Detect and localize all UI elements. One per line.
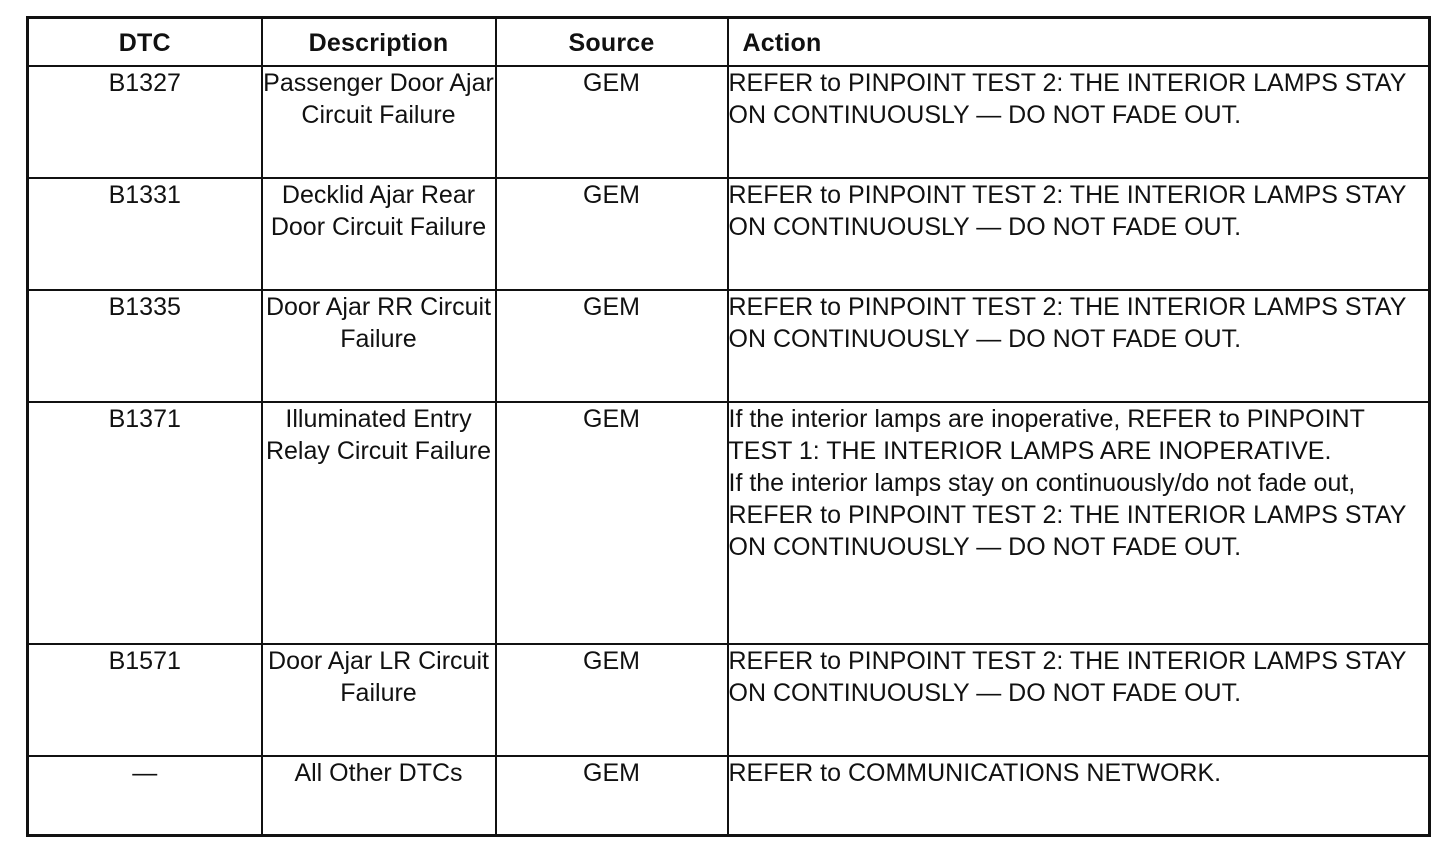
dtc-code: B1371: [28, 402, 262, 644]
header-action: Action: [728, 18, 1430, 66]
dtc-code: —: [28, 756, 262, 836]
dtc-action: [728, 178, 1430, 290]
dtc-description: Decklid Ajar Rear Door Circuit Failure: [262, 178, 496, 290]
action-text: REFER to PINPOINT TEST 2: THE INTERIOR LAMPS STAY ON CONTINUOUSLY — DO NOT FADE OUT.: [728, 292, 1406, 353]
dtc-description: All Other DTCs: [262, 756, 496, 836]
dtc-description: Passenger Door Ajar Circuit Failure: [262, 66, 496, 178]
table-row: [28, 756, 1430, 836]
table-row: [28, 178, 1430, 290]
action-text: If the interior lamps are inoperative, REFER to PINPOINT TEST 1: THE INTERIOR LAMPS ARE INOPERATIVE.: [728, 404, 1365, 465]
dtc-action: [728, 756, 1430, 836]
dtc-action: [728, 66, 1430, 178]
table-row: [28, 644, 1430, 756]
header-description: Description: [262, 18, 496, 66]
action-text: REFER to COMMUNICATIONS NETWORK.: [728, 758, 1222, 787]
dtc-source: GEM: [496, 178, 728, 290]
dtc-code: B1331: [28, 178, 262, 290]
header-source: Source: [496, 18, 728, 66]
dtc-source: GEM: [496, 402, 728, 644]
action-text: If the interior lamps stay on continuously/do not fade out, REFER to PINPOINT TEST 2: THE INTERIOR LAMPS STAY ON CONTINUOUSLY — DO NOT FADE OUT.: [728, 468, 1406, 561]
dtc-description: Door Ajar LR Circuit Failure: [262, 644, 496, 756]
dtc-code: B1335: [28, 290, 262, 402]
action-text: REFER to PINPOINT TEST 2: THE INTERIOR LAMPS STAY ON CONTINUOUSLY — DO NOT FADE OUT.: [728, 68, 1406, 129]
dtc-description: Door Ajar RR Circuit Failure: [262, 290, 496, 402]
dtc-source: GEM: [496, 66, 728, 178]
dtc-source: GEM: [496, 290, 728, 402]
header-row: [28, 18, 1430, 66]
dtc-description: Illuminated Entry Relay Circuit Failure: [262, 402, 496, 644]
dtc-table: [26, 16, 1431, 837]
dtc-source: GEM: [496, 644, 728, 756]
dtc-source: GEM: [496, 756, 728, 836]
header-dtc: DTC: [28, 18, 262, 66]
dtc-code: B1327: [28, 66, 262, 178]
table-row: [28, 290, 1430, 402]
table-row: [28, 402, 1430, 644]
table-row: [28, 66, 1430, 178]
dtc-action: [728, 644, 1430, 756]
dtc-action: [728, 290, 1430, 402]
dtc-code: B1571: [28, 644, 262, 756]
action-text: REFER to PINPOINT TEST 2: THE INTERIOR LAMPS STAY ON CONTINUOUSLY — DO NOT FADE OUT.: [728, 180, 1406, 241]
action-text: REFER to PINPOINT TEST 2: THE INTERIOR LAMPS STAY ON CONTINUOUSLY — DO NOT FADE OUT.: [728, 646, 1406, 707]
dtc-action: [728, 402, 1430, 644]
